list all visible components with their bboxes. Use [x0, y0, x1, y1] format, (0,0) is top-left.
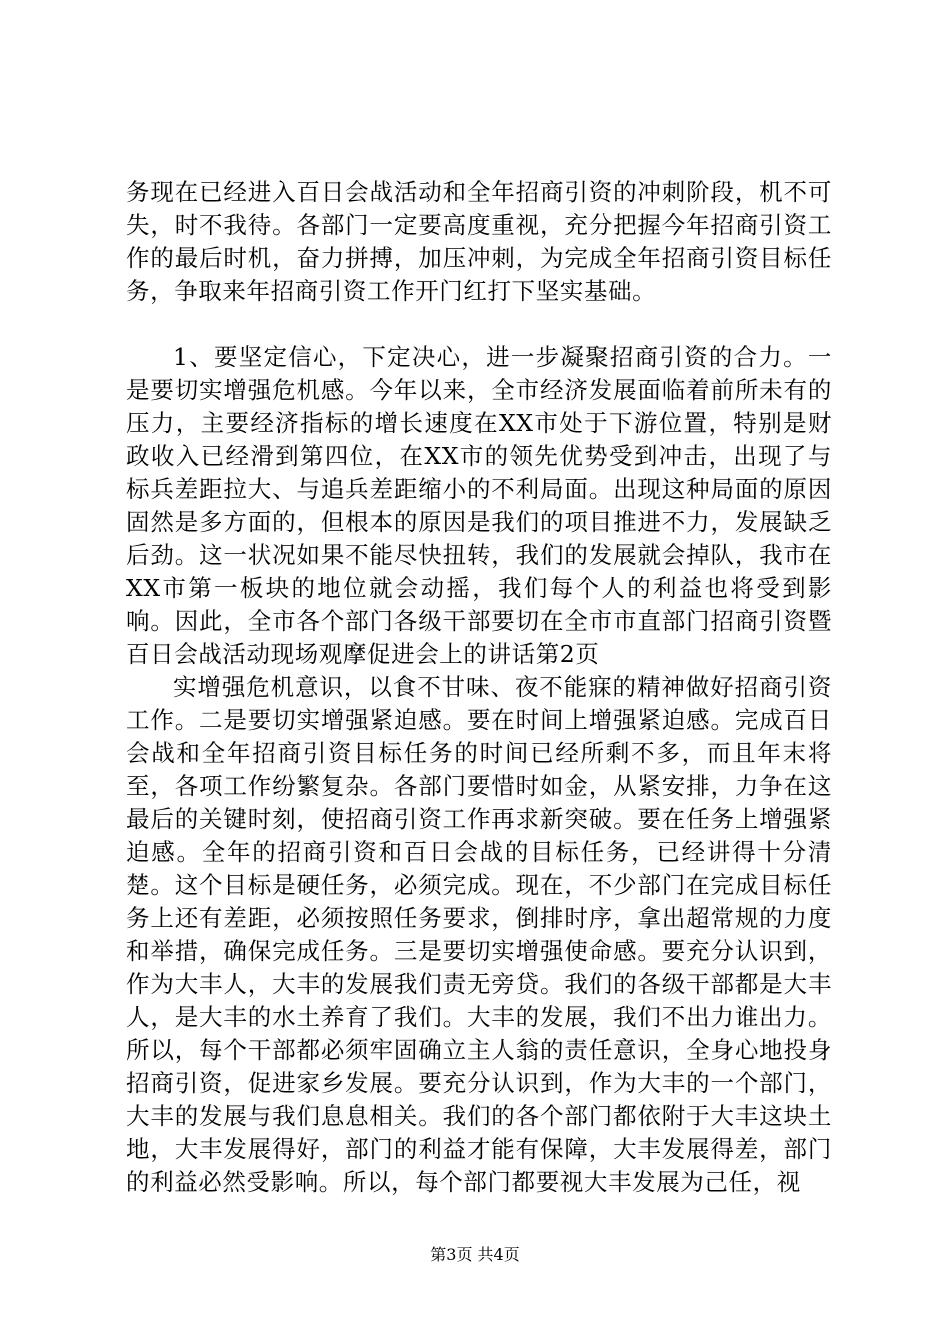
paragraph-section-1: 1、要坚定信心，下定决心，进一步凝聚招商引资的合力。一是要切实增强危机感。今年以来，全市经济发展面临着前所未有的压力，主要经济指标的增长速度在XX市处于下游位置，特别是财政收入已经滑到第四位，在XX市的领先优势受到冲击，出现了与标兵差距拉大、与追兵差距缩小的不利局面。出现这种局面的原因固然是多方面的，但根本的原因是我们的项目推进不力，发展缺乏后劲。这一状况如果不能尽快扭转，我们的发展就会掉队，我市在XX市第一板块的地位就会动摇，我们每个人的利益也将受到影响。因此，全市各个部门各级干部要切在全市市直部门招商引资暨百日会战活动现场观摩促进会上的讲话第2页: [126, 343, 832, 668]
page-number-footer: 第3页 共4页: [430, 1245, 520, 1264]
document-body: [126, 176, 832, 1199]
paragraph-continuation: 务现在已经进入百日会战活动和全年招商引资的冲刺阶段，机不可失，时不我待。各部门一定要高度重视，充分把握今年招商引资工作的最后时机，奋力拼搏，加压冲刺，为完成全年招商引资目标任务，争取来年招商引资工作开门红打下坚实基础。: [126, 178, 832, 305]
paragraph-urgency: 实增强危机意识，以食不甘味、夜不能寐的精神做好招商引资工作。二是要切实增强紧迫感。要在时间上增强紧迫感。完成百日会战和全年招商引资目标任务的时间已经所剩不多，而且年末将至，各项工作纷繁复杂。各部门要惜时如金，从紧安排，力争在这最后的关键时刻，使招商引资工作再求新突破。要在任务上增强紧迫感。全年的招商引资和百日会战的目标任务，已经讲得十分清楚。这个目标是硬任务，必须完成。现在，不少部门在完成目标任务上还有差距，必须按照任务要求，倒排时序，拿出超常规的力度和举措，确保完成任务。三是要切实增强使命感。要充分认识到，作为大丰人，大丰的发展我们责无旁贷。我们的各级干部都是大丰人，是大丰的水土养育了我们。大丰的发展，我们不出力谁出力。所以，每个干部都必须牢固确立主人翁的责任意识，全身心地投身招商引资，促进家乡发展。要充分认识到，作为大丰的一个部门，大丰的发展与我们息息相关。我们的各个部门都依附于大丰这块土地，大丰发展得好，部门的利益才能有保障，大丰发展得差，部门的利益必然受影响。所以，每个部门都要视大丰发展为己任，视: [126, 673, 832, 1196]
